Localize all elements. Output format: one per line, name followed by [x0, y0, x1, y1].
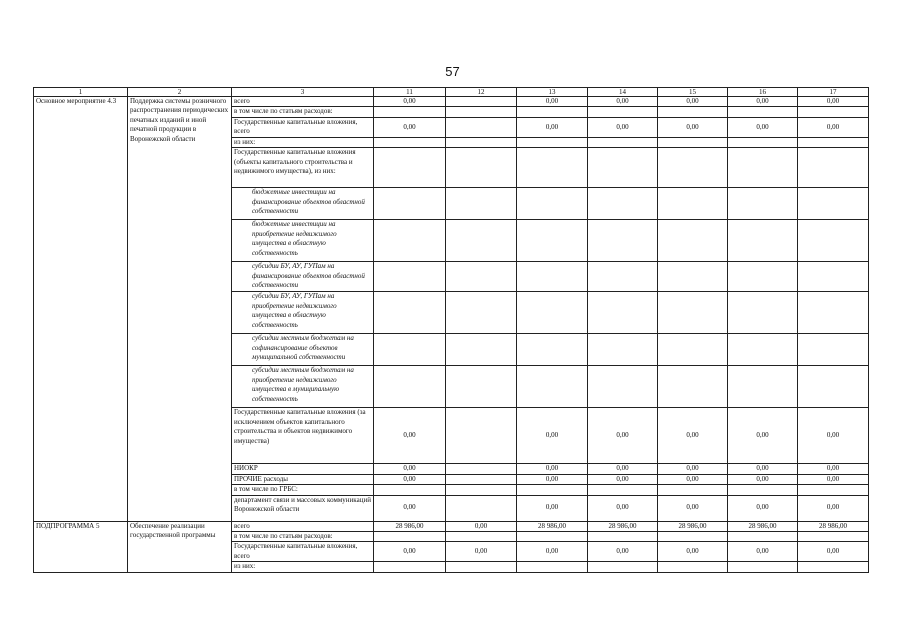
- value-cell: 0,00: [446, 542, 517, 562]
- value-cell: 0,00: [658, 542, 728, 562]
- value-cell: 0,00: [517, 117, 588, 137]
- value-cell: 28 986,00: [798, 521, 869, 531]
- value-cell: [728, 137, 798, 147]
- value-cell: [517, 485, 588, 495]
- value-cell: [728, 148, 798, 188]
- value-cell: [374, 262, 446, 292]
- value-cell: 0,00: [728, 408, 798, 464]
- value-cell: 0,00: [728, 474, 798, 484]
- value-cell: 0,00: [517, 464, 588, 474]
- value-cell: [374, 220, 446, 262]
- value-cell: [588, 107, 658, 117]
- value-cell: [446, 531, 517, 541]
- value-cell: [588, 148, 658, 188]
- column-header: 15: [658, 88, 728, 97]
- value-cell: 0,00: [728, 117, 798, 137]
- value-cell: 0,00: [658, 408, 728, 464]
- expense-label: департамент связи и массовых коммуникаций Воронежской области: [232, 495, 374, 521]
- value-cell: 0,00: [374, 117, 446, 137]
- value-cell: 28 986,00: [658, 521, 728, 531]
- column-header: 3: [232, 88, 374, 97]
- value-cell: [588, 366, 658, 408]
- column-header: 11: [374, 88, 446, 97]
- value-cell: [728, 562, 798, 572]
- value-cell: [517, 562, 588, 572]
- value-cell: [517, 531, 588, 541]
- value-cell: [446, 334, 517, 366]
- value-cell: [588, 137, 658, 147]
- value-cell: [798, 562, 869, 572]
- value-cell: 0,00: [798, 542, 869, 562]
- value-cell: 0,00: [517, 495, 588, 521]
- value-cell: [446, 292, 517, 334]
- value-cell: [728, 220, 798, 262]
- value-cell: 0,00: [374, 464, 446, 474]
- value-cell: 0,00: [798, 495, 869, 521]
- value-cell: [658, 562, 728, 572]
- value-cell: [658, 366, 728, 408]
- value-cell: [446, 188, 517, 220]
- value-cell: [798, 485, 869, 495]
- value-cell: 0,00: [374, 542, 446, 562]
- activity-code: ПОДПРОГРАММА 5: [34, 521, 128, 572]
- value-cell: [517, 366, 588, 408]
- value-cell: [517, 334, 588, 366]
- column-header: 13: [517, 88, 588, 97]
- expense-label: из них:: [232, 137, 374, 147]
- expense-label: Государственные капитальные вложения, всего: [232, 117, 374, 137]
- expense-label: в том числе по статьям расходов:: [232, 531, 374, 541]
- value-cell: 0,00: [798, 117, 869, 137]
- value-cell: [517, 220, 588, 262]
- value-cell: [658, 262, 728, 292]
- activity-name: Поддержка системы розничного распространения периодических печатных изданий и иной печатной продукции в Воронежской области: [128, 97, 232, 522]
- value-cell: [446, 464, 517, 474]
- activity-name: Обеспечение реализации государственной программы: [128, 521, 232, 572]
- value-cell: 28 986,00: [728, 521, 798, 531]
- expense-label: Государственные капитальные вложения (объекты капитального строительства и недвижимого имущества), из них:: [232, 148, 374, 188]
- value-cell: 28 986,00: [588, 521, 658, 531]
- column-header: 14: [588, 88, 658, 97]
- value-cell: 0,00: [446, 521, 517, 531]
- value-cell: [446, 408, 517, 464]
- value-cell: 0,00: [588, 464, 658, 474]
- column-header: 2: [128, 88, 232, 97]
- column-header: 1: [34, 88, 128, 97]
- value-cell: [798, 366, 869, 408]
- value-cell: 0,00: [798, 408, 869, 464]
- value-cell: [446, 562, 517, 572]
- value-cell: [374, 292, 446, 334]
- value-cell: [517, 292, 588, 334]
- value-cell: 0,00: [588, 97, 658, 107]
- value-cell: [446, 117, 517, 137]
- expense-label: в том числе по ГРБС:: [232, 485, 374, 495]
- expense-label: НИОКР: [232, 464, 374, 474]
- column-header: 16: [728, 88, 798, 97]
- value-cell: [517, 148, 588, 188]
- value-cell: [588, 188, 658, 220]
- value-cell: [798, 137, 869, 147]
- value-cell: 0,00: [517, 474, 588, 484]
- value-cell: 0,00: [588, 495, 658, 521]
- value-cell: 28 986,00: [374, 521, 446, 531]
- value-cell: [588, 262, 658, 292]
- value-cell: [517, 262, 588, 292]
- expense-label: всего: [232, 97, 374, 107]
- value-cell: [798, 188, 869, 220]
- value-cell: [588, 531, 658, 541]
- column-header: 12: [446, 88, 517, 97]
- value-cell: [658, 531, 728, 541]
- value-cell: [446, 495, 517, 521]
- value-cell: [446, 366, 517, 408]
- value-cell: 0,00: [728, 97, 798, 107]
- value-cell: [517, 137, 588, 147]
- expense-label: Государственные капитальные вложения (за исключением объектов капитального строительства и объектов недвижимого имущества): [232, 408, 374, 464]
- value-cell: [374, 531, 446, 541]
- value-cell: 0,00: [798, 464, 869, 474]
- value-cell: [374, 334, 446, 366]
- value-cell: 0,00: [374, 474, 446, 484]
- value-cell: [446, 107, 517, 117]
- value-cell: 0,00: [658, 464, 728, 474]
- header-row: [34, 88, 869, 97]
- value-cell: [588, 485, 658, 495]
- value-cell: [658, 220, 728, 262]
- value-cell: [798, 220, 869, 262]
- value-cell: 0,00: [517, 542, 588, 562]
- value-cell: [658, 485, 728, 495]
- value-cell: [728, 485, 798, 495]
- value-cell: [588, 220, 658, 262]
- value-cell: [446, 148, 517, 188]
- value-cell: [446, 137, 517, 147]
- value-cell: [446, 485, 517, 495]
- budget-table: [33, 87, 869, 573]
- value-cell: [658, 334, 728, 366]
- value-cell: [658, 188, 728, 220]
- value-cell: [374, 366, 446, 408]
- value-cell: [658, 137, 728, 147]
- table-row: [34, 97, 869, 107]
- value-cell: 0,00: [588, 117, 658, 137]
- value-cell: [374, 107, 446, 117]
- value-cell: [446, 474, 517, 484]
- expense-label: субсидии БУ, АУ, ГУПам на приобретение недвижимого имущества в областную собственность: [232, 292, 374, 334]
- value-cell: [798, 148, 869, 188]
- table-row: [34, 521, 869, 531]
- value-cell: [798, 262, 869, 292]
- value-cell: [588, 562, 658, 572]
- value-cell: [374, 148, 446, 188]
- value-cell: 0,00: [658, 474, 728, 484]
- column-header: 17: [798, 88, 869, 97]
- value-cell: [728, 531, 798, 541]
- activity-code: Основное мероприятие 4.3: [34, 97, 128, 522]
- expense-label: из них:: [232, 562, 374, 572]
- value-cell: [517, 107, 588, 117]
- value-cell: 0,00: [728, 542, 798, 562]
- expense-label: ПРОЧИЕ расходы: [232, 474, 374, 484]
- value-cell: 0,00: [658, 495, 728, 521]
- value-cell: [728, 188, 798, 220]
- value-cell: [374, 562, 446, 572]
- value-cell: [728, 334, 798, 366]
- value-cell: [446, 220, 517, 262]
- expense-label: бюджетные инвестиции на финансирование объектов областной собственности: [232, 188, 374, 220]
- value-cell: 0,00: [728, 464, 798, 474]
- page-number: 57: [445, 64, 460, 79]
- value-cell: [374, 485, 446, 495]
- value-cell: 0,00: [798, 97, 869, 107]
- value-cell: [798, 292, 869, 334]
- value-cell: 0,00: [588, 474, 658, 484]
- value-cell: [728, 292, 798, 334]
- value-cell: [658, 107, 728, 117]
- expense-label: субсидии местным бюджетам на приобретение недвижимого имущества в муниципальную собственность: [232, 366, 374, 408]
- value-cell: [798, 334, 869, 366]
- value-cell: 0,00: [374, 495, 446, 521]
- expense-label: субсидии БУ, АУ, ГУПам на финансирование объектов областной собственности: [232, 262, 374, 292]
- value-cell: 0,00: [658, 97, 728, 107]
- value-cell: [658, 148, 728, 188]
- value-cell: [374, 188, 446, 220]
- expense-label: в том числе по статьям расходов:: [232, 107, 374, 117]
- value-cell: [446, 97, 517, 107]
- value-cell: 28 986,00: [517, 521, 588, 531]
- value-cell: 0,00: [374, 97, 446, 107]
- value-cell: [728, 262, 798, 292]
- value-cell: [728, 366, 798, 408]
- expense-label: Государственные капитальные вложения, всего: [232, 542, 374, 562]
- expense-label: субсидии местным бюджетам на софинансирование объектов муниципальной собственности: [232, 334, 374, 366]
- value-cell: [374, 137, 446, 147]
- value-cell: 0,00: [798, 474, 869, 484]
- value-cell: 0,00: [517, 408, 588, 464]
- value-cell: [588, 292, 658, 334]
- value-cell: [588, 334, 658, 366]
- expense-label: всего: [232, 521, 374, 531]
- value-cell: [658, 292, 728, 334]
- expense-label: бюджетные инвестиции на приобретение недвижимого имущества в областную собственность: [232, 220, 374, 262]
- value-cell: [798, 531, 869, 541]
- value-cell: [728, 107, 798, 117]
- value-cell: 0,00: [588, 542, 658, 562]
- value-cell: 0,00: [728, 495, 798, 521]
- value-cell: 0,00: [658, 117, 728, 137]
- value-cell: [446, 262, 517, 292]
- value-cell: [798, 107, 869, 117]
- value-cell: [517, 188, 588, 220]
- value-cell: 0,00: [517, 97, 588, 107]
- value-cell: 0,00: [374, 408, 446, 464]
- value-cell: 0,00: [588, 408, 658, 464]
